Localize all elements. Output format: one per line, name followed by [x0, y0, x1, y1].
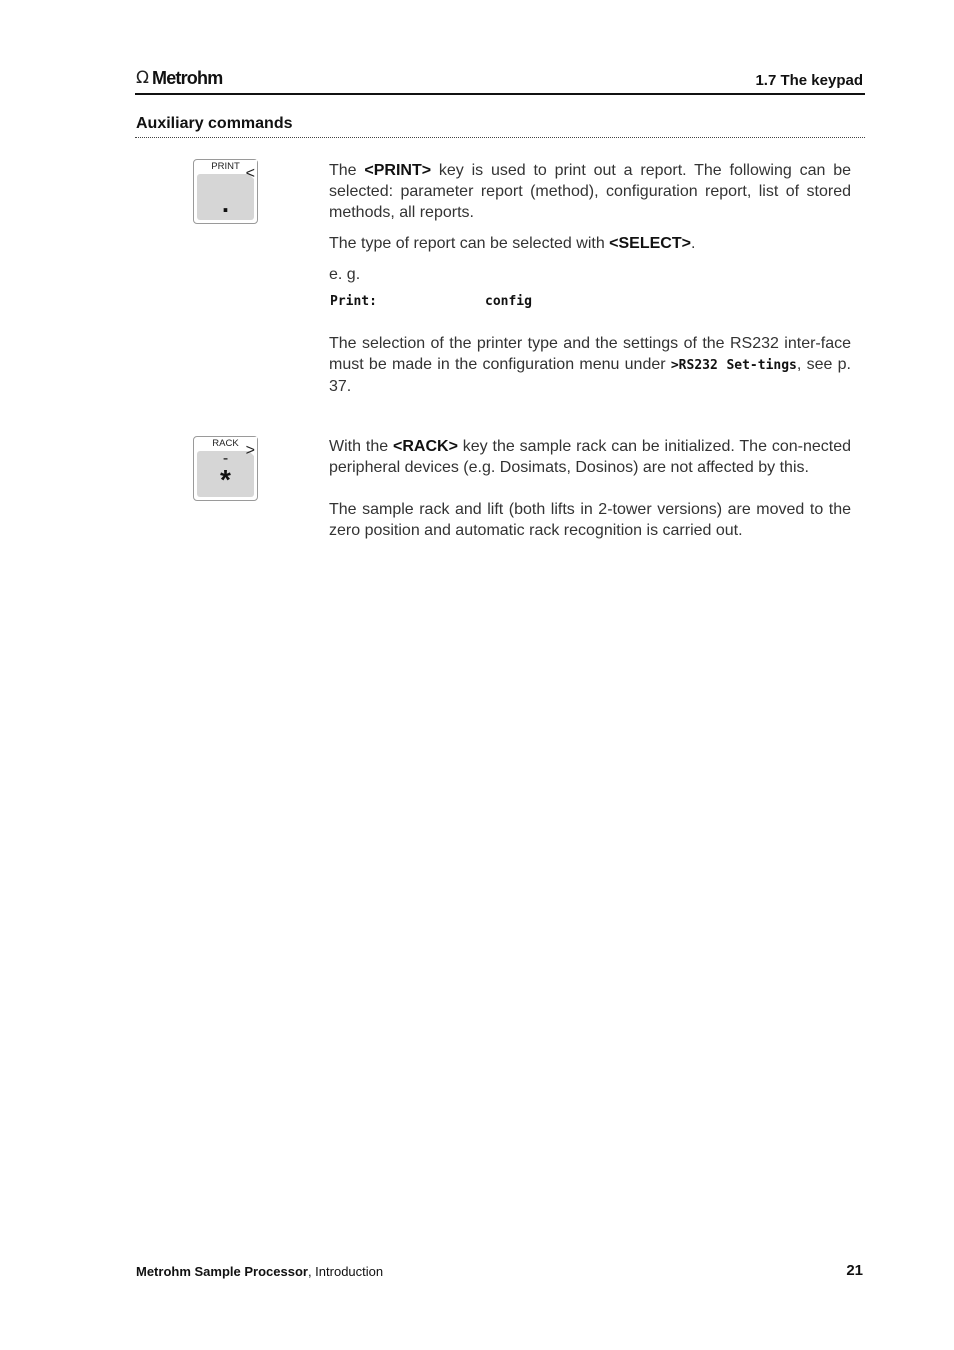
- rack-key-name: <RACK>: [393, 438, 458, 455]
- text-fragment: The: [329, 162, 365, 179]
- text-fragment: , see p. 37.: [329, 356, 851, 395]
- text-fragment: .: [690, 235, 696, 252]
- text-fragment: The type of report can be selected with: [329, 235, 610, 252]
- print-paragraph-3: [329, 333, 851, 397]
- footer-suffix: , Introduction: [307, 1264, 384, 1279]
- text-fragment: key is used to print out a report. The following can be selected: parameter report (method), configuration report, list of stored methods, all reports.: [329, 162, 851, 221]
- print-paragraph-2: [329, 233, 851, 254]
- print-key-label: PRINT: [211, 161, 240, 172]
- rack-key-arrow: >: [245, 442, 255, 459]
- example-label: e. g.: [329, 266, 361, 283]
- rack-key-minus: -: [222, 450, 229, 467]
- print-key-name: <PRINT>: [364, 162, 432, 179]
- example-code-key: Print:: [330, 294, 377, 309]
- page-number: 21: [846, 1262, 863, 1279]
- print-key-symbol: .: [221, 188, 230, 218]
- subsection-divider: [135, 137, 865, 138]
- select-key-name: <SELECT>: [609, 235, 691, 252]
- rack-paragraph-1: [329, 436, 851, 478]
- rack-paragraph-2: The sample rack and lift (both lifts in 2-tower versions) are moved to the zero position and automatic rack recognition is carried out.: [329, 501, 851, 539]
- example-code-value: config: [485, 294, 532, 309]
- text-fragment: The selection of the printer type and the settings of the RS232 inter-face must be made in the configuration menu under: [329, 335, 851, 373]
- print-paragraph-1: [329, 160, 851, 223]
- rack-key-symbol: *: [220, 464, 231, 495]
- rack-key-label: RACK: [212, 438, 239, 449]
- print-key-arrow: <: [245, 165, 255, 182]
- text-fragment: With the: [329, 438, 393, 455]
- footer-product-name: Metrohm Sample Processor: [136, 1264, 308, 1279]
- text-fragment: key the sample rack can be initialized. The con-nected peripheral devices (e.g. Dosimats, Dosinos) are not affected by this.: [329, 438, 852, 476]
- subsection-heading: Auxiliary commands: [136, 115, 293, 132]
- print-key-icon: [193, 159, 258, 224]
- footer-product: [136, 1264, 383, 1279]
- logo-text: Metrohm: [152, 67, 223, 88]
- omega-icon: Ω: [136, 68, 149, 88]
- section-reference: 1.7 The keypad: [755, 72, 863, 89]
- menu-path-code: >RS232 Set-tings: [670, 358, 797, 373]
- rack-key-icon: [193, 436, 258, 501]
- metrohm-logo: [136, 67, 222, 89]
- header-divider: [135, 93, 865, 95]
